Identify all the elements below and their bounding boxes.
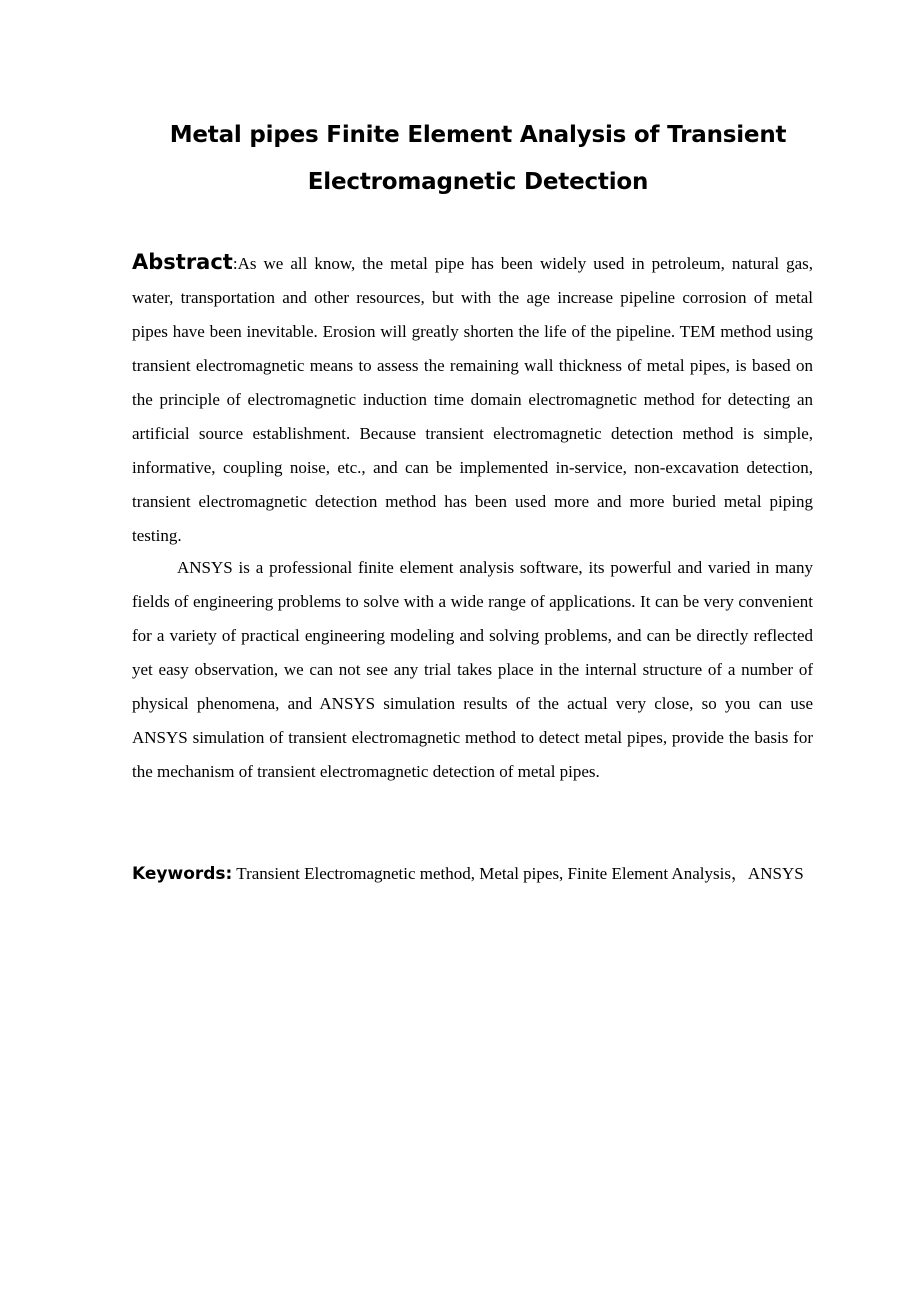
keywords-text: Transient Electromagnetic method, Metal pipes, Finite Element Analysis，ANSYS: [232, 864, 804, 883]
abstract-heading: Abstract: [132, 250, 233, 274]
keywords-heading: Keywords:: [132, 864, 233, 884]
abstract-separator: :: [232, 254, 238, 273]
abstract-paragraph: [132, 245, 813, 553]
paper-title: Metal pipes Finite Element Analysis of Transient Electromagnetic Detection: [169, 122, 787, 195]
abstract-paragraph-2: ANSYS is a professional finite element analysis software, its powerful and varied in many fields of engineering problems to solve with a wide range of applications. It can be very convenient for a variety of practical engineering modeling and solving problems, and can be directly reflected yet easy observation, we can not see any trial takes place in the internal structure of a number of physical phenomena, and ANSYS simulation results of the actual very close, so you can use ANSYS simulation of transient electromagnetic method to detect metal pipes, provide the basis for the mechanism of transient electromagnetic detection of metal pipes.: [132, 558, 813, 781]
keywords-line: [132, 857, 813, 891]
abstract-text-1: As we all know, the metal pipe has been widely used in petroleum, natural gas, water, transportation and other resources, but with the age increase pipeline corrosion of metal pipes have been inevitable. Erosion will greatly shorten the life of the pipeline. TEM method using transient electromagnetic means to assess the remaining wall thickness of metal pipes, is based on the principle of electromagnetic induction time domain electromagnetic method for detecting an artificial source establishment. Because transient electromagnetic detection method is simple, informative, coupling noise, etc., and can be implemented in-service, non-excavation detection, transient electromagnetic detection method has been used more and more buried metal piping testing.: [132, 254, 813, 545]
